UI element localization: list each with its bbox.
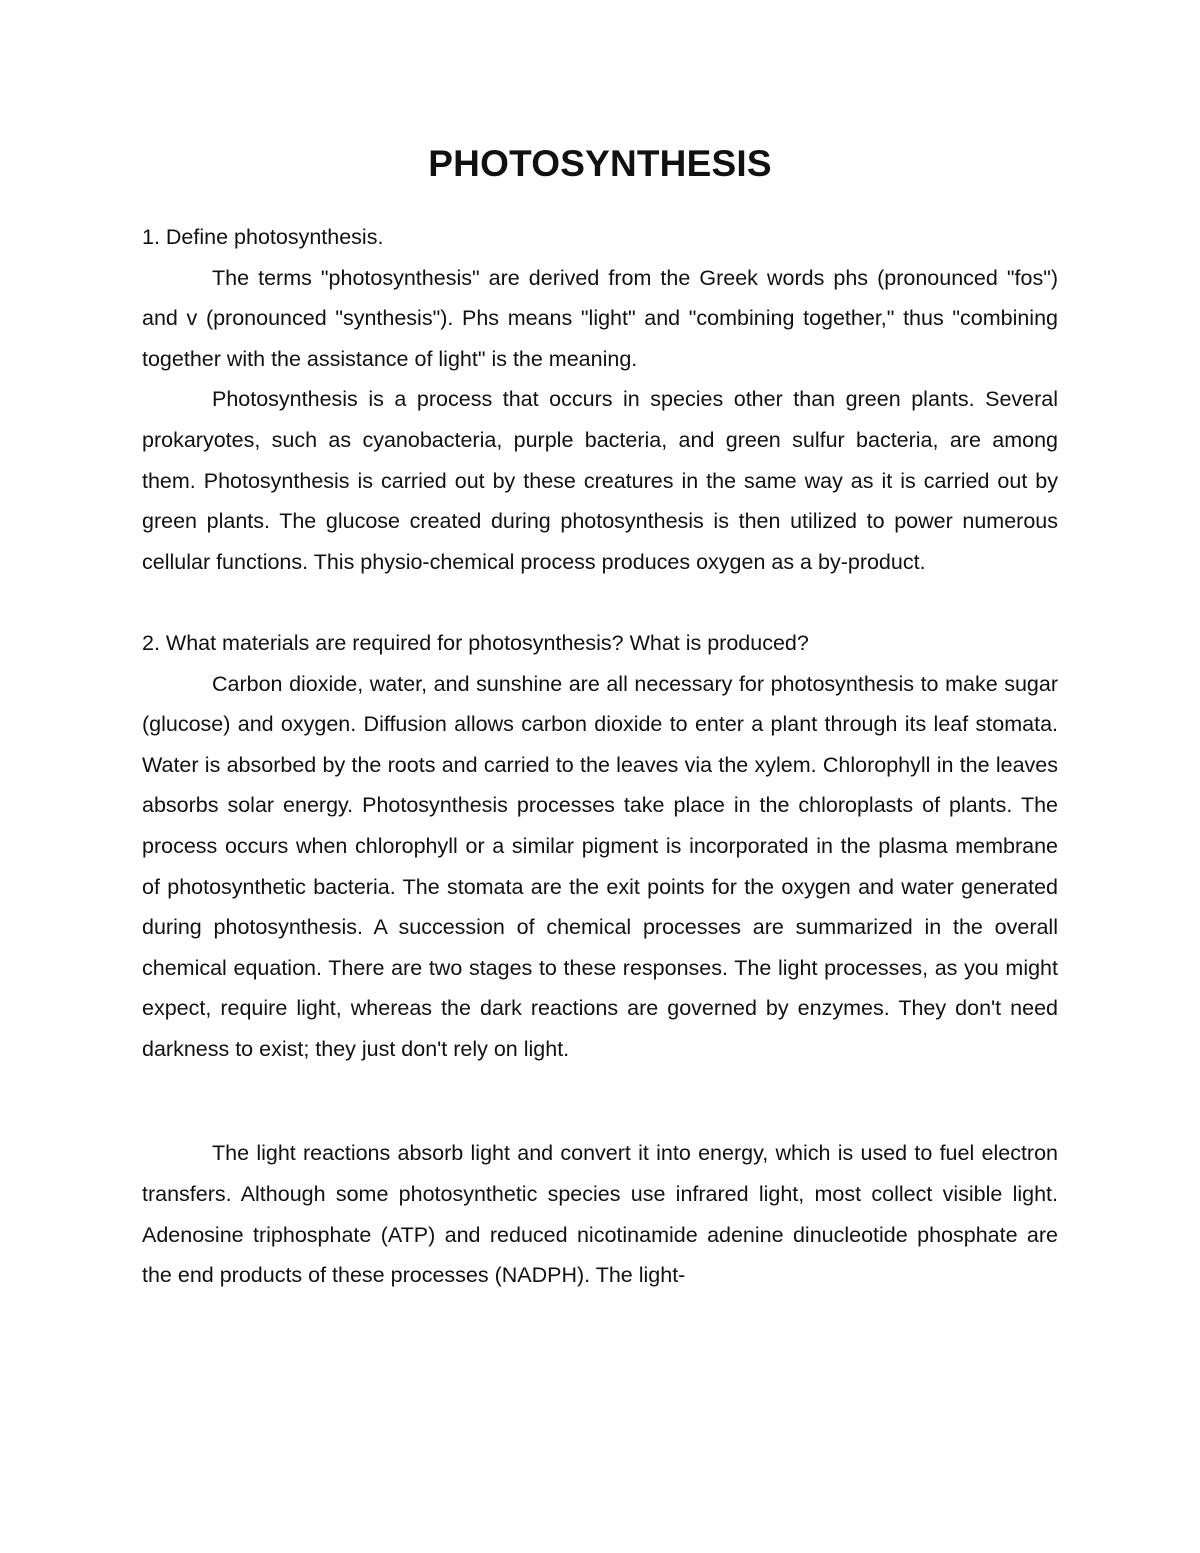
question-1: 1. Define photosynthesis. <box>142 225 384 249</box>
page-title: PHOTOSYNTHESIS <box>428 143 772 184</box>
document-body <box>142 217 1058 1296</box>
spacer <box>142 1069 1058 1133</box>
question-2: 2. What materials are required for photosynthesis? What is produced? <box>142 630 809 655</box>
answer-1-paragraph-2: Photosynthesis is a process that occurs in species other than green plants. Several prokaryotes, such as cyanobacteria, purple bacteria, and green sulfur bacteria, are among them. Photosynthesis is carried out by these creatures in the same way as it is carried out by green plants. The glucose created during photosynthesis is then utilized to power numerous cellular functions. This physio-chemical process produces oxygen as a by-product. <box>142 387 1058 574</box>
answer-1-paragraph-1: The terms "photosynthesis" are derived from the Greek words phs (pronounced "fos") and v (pronounced "synthesis"). Phs means "light" and "combining together," thus "combining together with the assistance of light" is the meaning. <box>142 265 1058 371</box>
answer-2-paragraph-1: Carbon dioxide, water, and sunshine are all necessary for photosynthesis to make sugar (glucose) and oxygen. Diffusion allows carbon dioxide to enter a plant through its leaf stomata. Water is absorbed by the roots and carried to the leaves via the xylem. Chlorophyll in the leaves absorbs solar energy. Photosynthesis processes take place in the chloroplasts of plants. The process occurs when chlorophyll or a similar pigment is incorporated in the plasma membrane of photosynthetic bacteria. The stomata are the exit points for the oxygen and water generated during photosynthesis. A succession of chemical processes are summarized in the overall chemical equation. There are two stages to these responses. The light processes, as you might expect, require light, whereas the dark reactions are governed by enzymes. They don't need darkness to exist; they just don't rely on light. <box>142 671 1058 1061</box>
answer-2-paragraph-2: The light reactions absorb light and convert it into energy, which is used to fuel electron transfers. Although some photosynthetic species use infrared light, most collect visible light. Adenosine triphosphate (ATP) and reduced nicotinamide adenine dinucleotide phosphate are the end products of these processes (NADPH). The light- <box>142 1141 1058 1288</box>
spacer <box>142 582 1058 623</box>
